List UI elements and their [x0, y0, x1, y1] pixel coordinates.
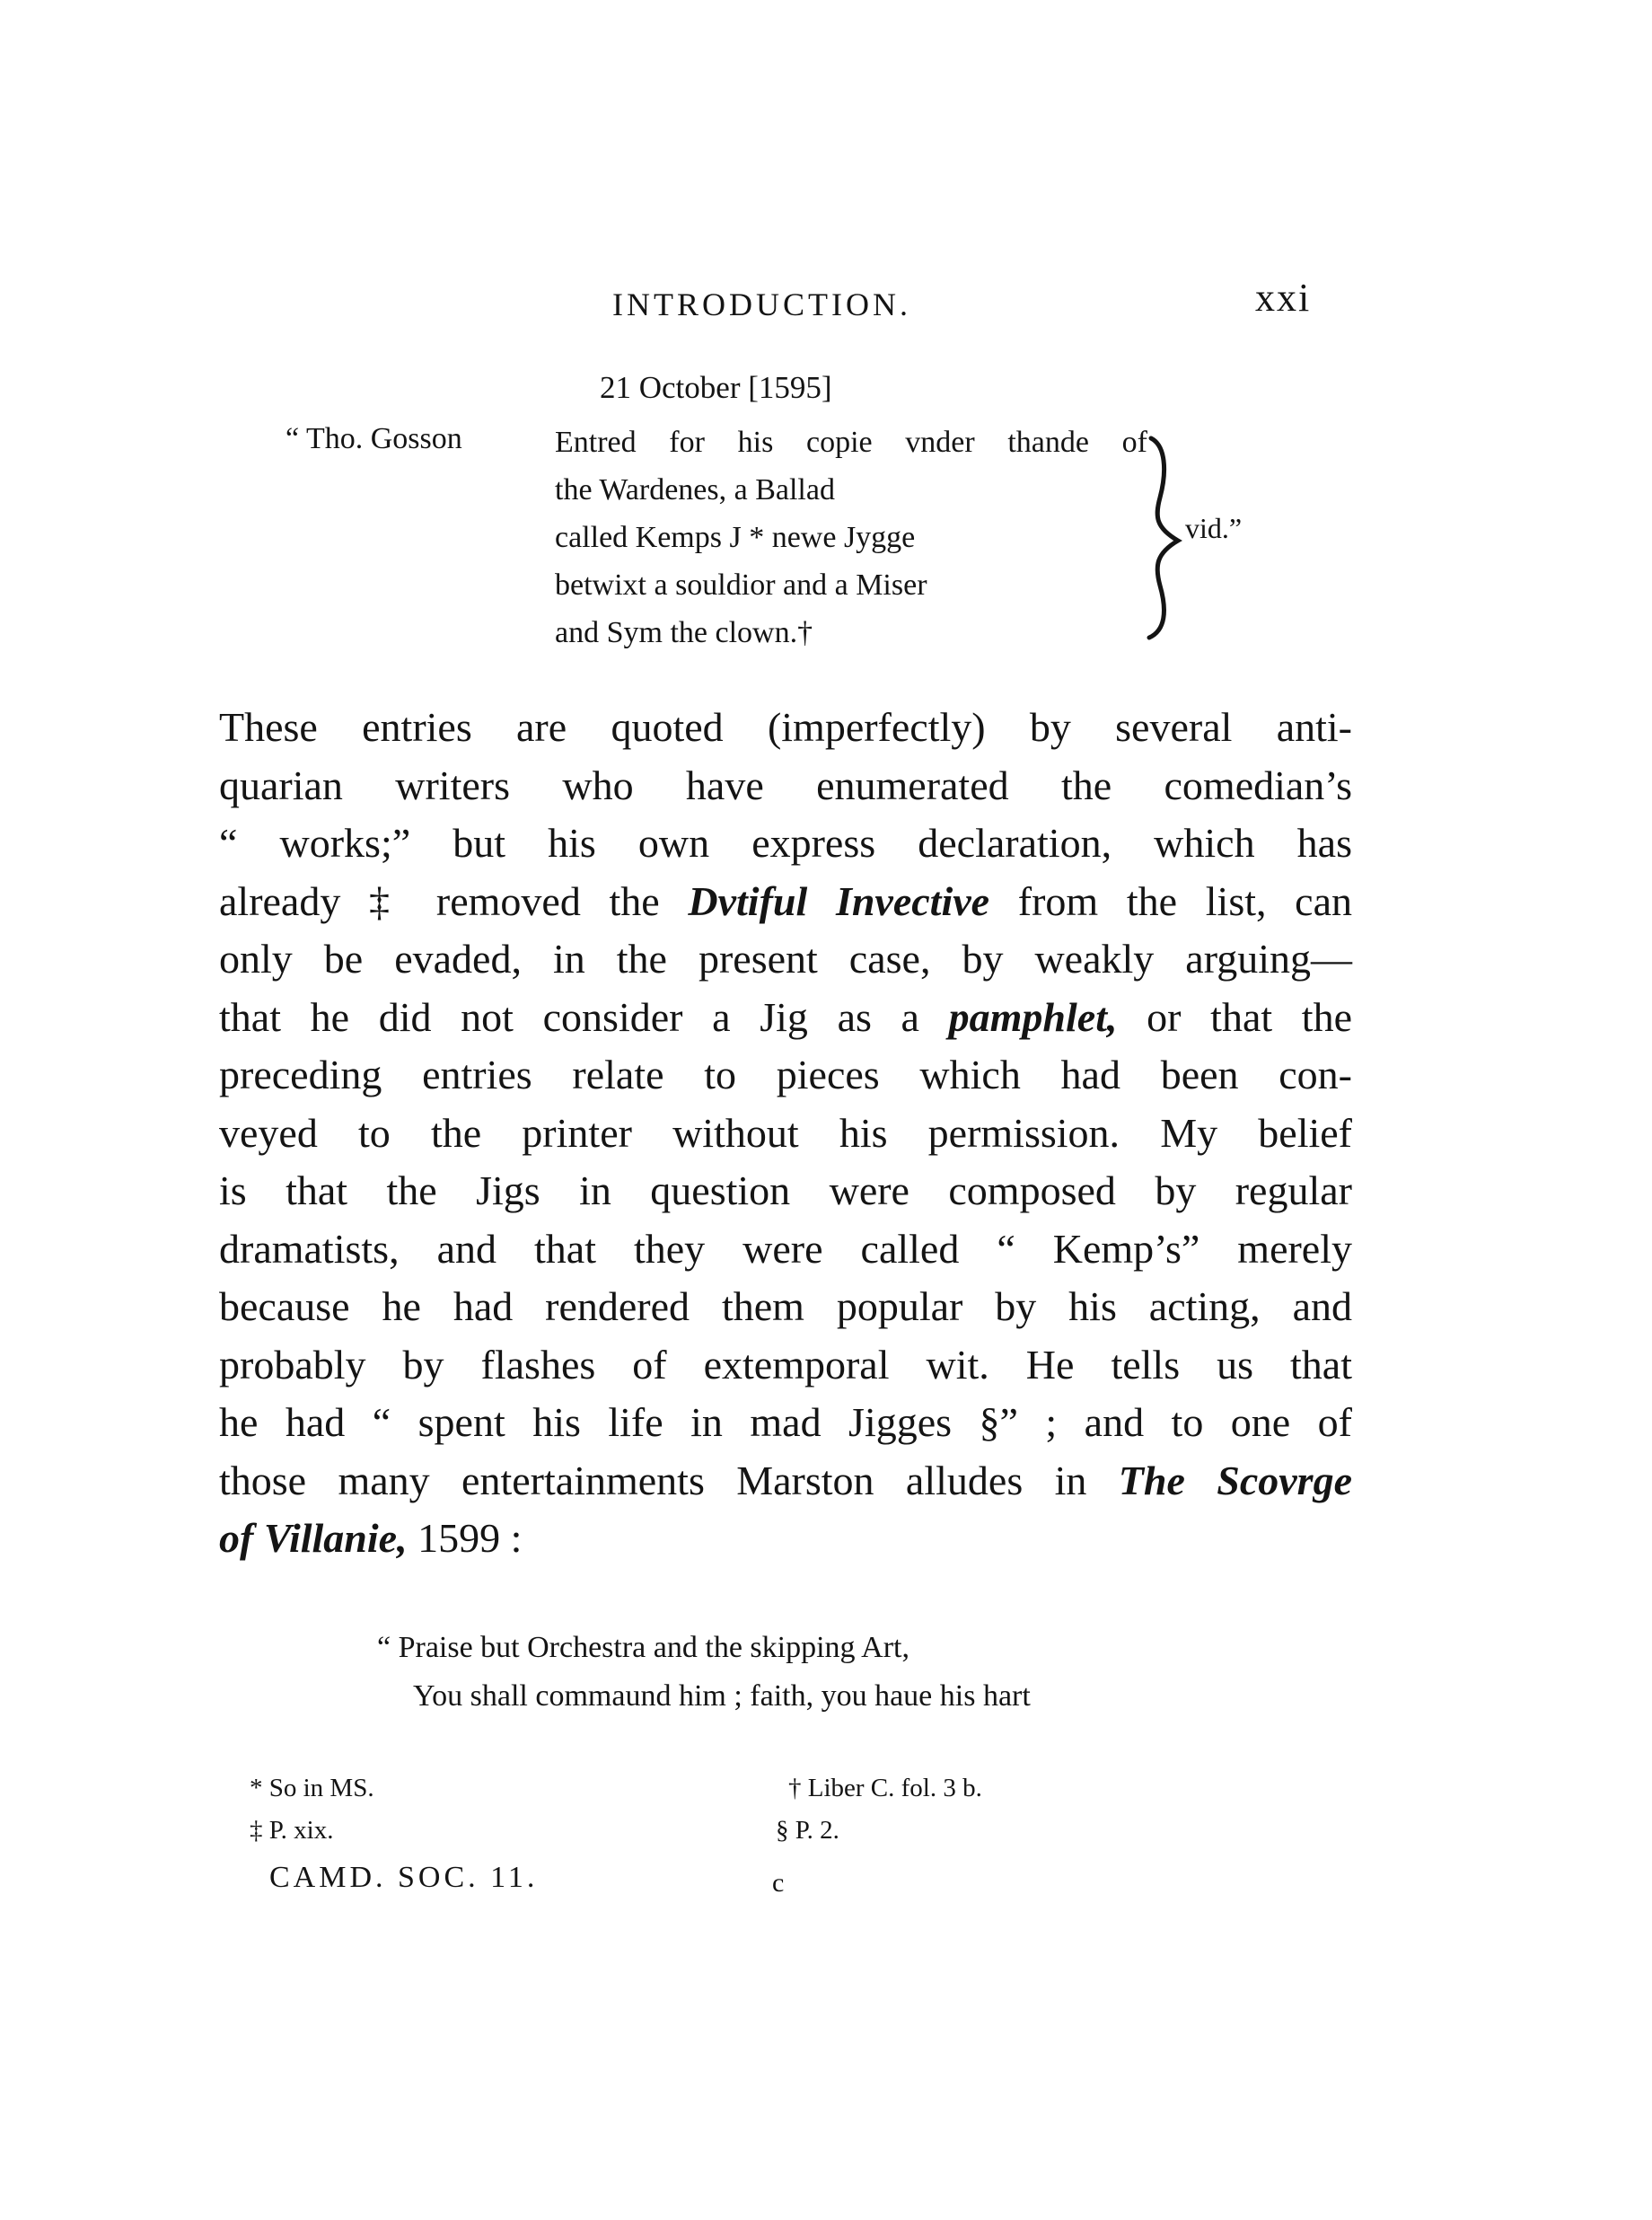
body-line	[219, 873, 1352, 931]
running-head-title: INTRODUCTION.	[612, 286, 911, 322]
body-line: probably by flashes of extemporal wit. He tells us that	[219, 1341, 1352, 1388]
entry-fee: vid.”	[1185, 512, 1243, 544]
footnote-section: § P. 2.	[776, 1816, 839, 1845]
book-title-scourge: The Scovrge	[1118, 1457, 1352, 1503]
verse-quotation	[377, 1624, 1031, 1721]
body-line	[219, 1510, 1352, 1568]
body-line: “ works;” but his own express declaration, which has	[219, 820, 1352, 866]
body-text-span: or that the	[1147, 993, 1353, 1040]
body-text-span: from the list, can	[1017, 877, 1353, 924]
body-line: veyed to the printer without his permission. My belief	[219, 1109, 1352, 1156]
footnote-star: * So in MS.	[250, 1774, 374, 1802]
body-line: is that the Jigs in question were composed by regular	[219, 1167, 1352, 1213]
book-title-dutiful-invective: Dvtiful Invective	[688, 877, 990, 924]
body-line: quarian writers who have enumerated the comedian’s	[219, 762, 1352, 808]
entry-line: the Wardenes, a Ballad	[555, 473, 835, 507]
body-line: These entries are quoted (imperfectly) by several anti-	[219, 704, 1352, 750]
footnote-dagger: † Liber C. fol. 3 b.	[788, 1774, 982, 1802]
entry-line: called Kemps J * newe Jygge	[555, 521, 916, 554]
footnote-double-dagger: ‡ P. xix.	[250, 1816, 334, 1845]
page-number: xxi	[1255, 276, 1312, 320]
body-text-span: 1599 :	[417, 1515, 523, 1561]
body-line	[219, 1452, 1352, 1511]
entry-date: 21 October [1595]	[600, 370, 832, 405]
body-paragraph	[219, 699, 1352, 1568]
printer-signature: CAMD. SOC. 11.	[269, 1861, 539, 1894]
emphasis-pamphlet: pamphlet,	[948, 993, 1118, 1040]
book-title-villanie: of Villanie,	[219, 1515, 408, 1561]
entry-line: and Sym the clown.†	[555, 616, 813, 649]
body-text-span: already ‡ removed the	[219, 877, 660, 924]
verse-line: “ Praise but Orchestra and the skipping Art,	[377, 1631, 909, 1664]
body-line: only be evaded, in the present case, by weakly arguing—	[219, 936, 1352, 982]
entry-name: “ Tho. Gosson	[286, 422, 462, 455]
signature-mark: c	[772, 1868, 785, 1898]
body-text-span: those many entertainments Marston alludes in	[219, 1457, 1087, 1503]
entry-line: betwixt a souldior and a Miser	[555, 568, 927, 602]
body-line: he had “ spent his life in mad Jigges §” ; and to one of	[219, 1399, 1352, 1445]
entry-line: Entred for his copie vnder thande of	[555, 426, 1147, 459]
entry-text	[555, 418, 1156, 656]
body-line: dramatists, and that they were called “ Kemp’s” merely	[219, 1225, 1352, 1272]
body-text-span: that he did not consider a Jig as a	[219, 993, 919, 1040]
verse-line: You shall commaund him ; faith, you haue his hart	[413, 1679, 1031, 1713]
body-line: because he had rendered them popular by his acting, and	[219, 1283, 1352, 1329]
curly-brace-icon	[1138, 435, 1187, 641]
body-line: preceding entries relate to pieces which had been con-	[219, 1052, 1352, 1097]
body-line	[219, 989, 1352, 1047]
